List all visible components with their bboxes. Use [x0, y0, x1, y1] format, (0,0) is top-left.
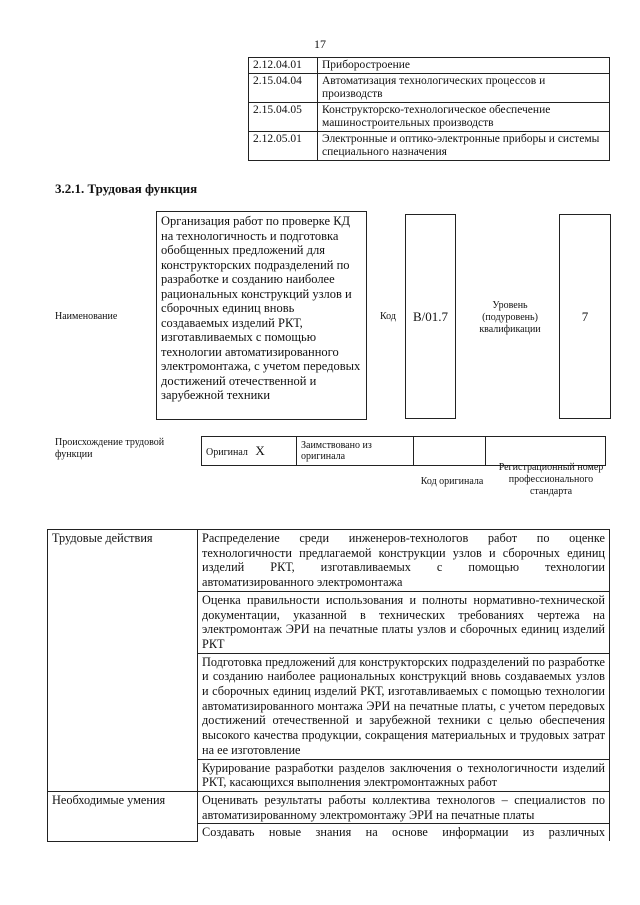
name-cell: Конструкторско-технологическое обеспечение машиностроительных производств — [318, 103, 610, 132]
section-title: 3.2.1. Трудовая функция — [55, 181, 198, 196]
code-original-cell — [414, 437, 486, 466]
reg-number-label: Регистрационный номер профессионального стандарта — [498, 462, 604, 497]
function-name-value: Организация работ по проверке КД на технологичность и подготовка обобщенных предложений для конструкторских подразделений по разработке и созданию наиболее рациональных конструкций узлов и сборочных единиц вновь создаваемых изделий РКТ, изготавливаемых с помощью технологии автоматизированного электромонтажа, с учетом передовых достижений отечественной и зарубежной техники — [156, 211, 367, 420]
code-cell: 2.15.04.05 — [249, 103, 318, 132]
name-cell: Автоматизация технологических процессов и производств — [318, 74, 610, 103]
table-row — [48, 791, 610, 823]
function-code-value: B/01.7 — [405, 214, 456, 419]
name-cell: Приборостроение — [318, 58, 610, 74]
specialty-codes-table — [55, 57, 610, 161]
table-row — [48, 530, 610, 592]
level-value: 7 — [559, 214, 611, 419]
original-label: Оригинал — [206, 446, 248, 458]
skill-item: Оценивать результаты работы коллектива технологов – специалистов по автоматизированному электромонтажу ЭРИ на печатные платы — [198, 791, 610, 823]
level-label: Уровень (подуровень) квалификации — [479, 300, 541, 335]
action-item: Распределение среди инженеров-технологов работ по оценке технологичности предлагаемой конструкции узлов и сборочных единиц изделий РКТ, изготавливаемых с помощью технологии автоматизированного электромонтажа — [198, 530, 610, 592]
original-mark: X — [255, 442, 265, 458]
action-item: Оценка правильности использования и полноты нормативно-технической документации, указанной в технических требованиях чертежа на электромонтаж ЭРИ на печатные платы узлов и сборочных единиц изделий РКТ — [198, 591, 610, 653]
code-cell: 2.15.04.04 — [249, 74, 318, 103]
action-item: Подготовка предложений для конструкторских подразделений по разработке и созданию наиболее рациональных конструкций вновь создаваемых узлов и сборочных единиц изделий РКТ, изготавливаемых с помощью технологии автоматизированного монтажа ЭРИ на печатные платы, с учетом передовых достижений отечественной и зарубежной техники с целью обеспечения высокого качества продукции, сокращения материальных и трудовых затрат на ее изготовление — [198, 653, 610, 759]
name-cell: Электронные и оптико-электронные приборы и системы специального назначения — [318, 132, 610, 161]
skill-item: Создавать новые знания на основе информации из различных — [198, 824, 610, 841]
code-cell: 2.12.04.01 — [249, 58, 318, 74]
actions-label: Трудовые действия — [48, 530, 198, 792]
code-label: Код — [380, 311, 396, 322]
table-row — [55, 58, 610, 74]
name-label: Наименование — [55, 311, 118, 322]
skills-label: Необходимые умения — [48, 791, 198, 841]
action-item: Курирование разработки разделов заключения о технологичности изделий РКТ, касающихся выполнения электромонтажных работ — [198, 759, 610, 791]
function-details-table — [47, 529, 610, 842]
code-original-label: Код оригинала — [420, 476, 484, 487]
page-number: 17 — [314, 37, 326, 51]
origin-label: Происхождение трудовой функции — [55, 437, 165, 460]
borrowed-label: Заимствовано из оригинала — [297, 437, 414, 466]
code-cell: 2.12.05.01 — [249, 132, 318, 161]
